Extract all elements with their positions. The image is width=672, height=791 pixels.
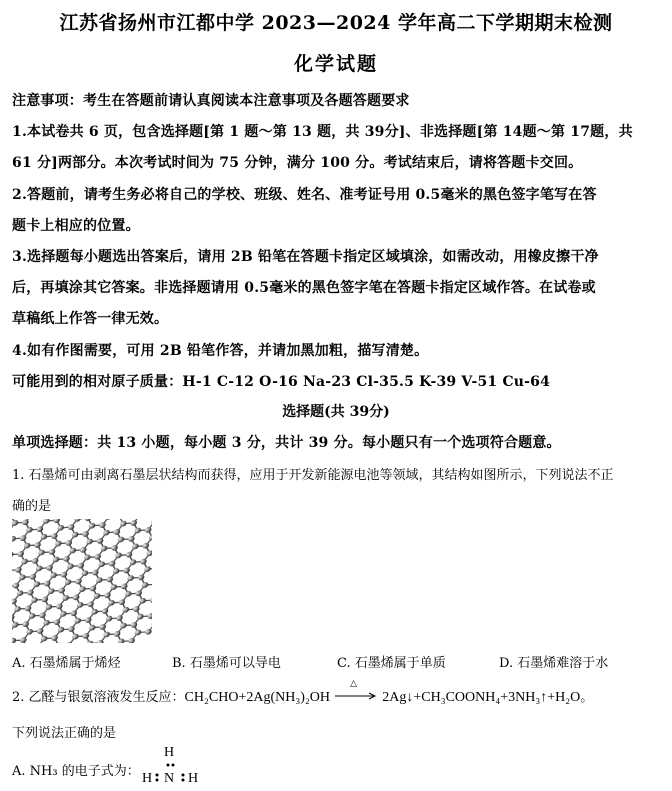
q1-stem: 1. 石墨烯可由剥离石墨层状结构而获得，应用于开发新能源电池等领域，其结构如图所示，下列说法不正 (12, 468, 614, 483)
q2-stem-cont: 下列说法正确的是 (12, 726, 117, 741)
reaction-products: 2Ag↓+CH₃COONH₄+3NH₃↑+H₂O (382, 690, 581, 705)
nh3-electron-formula (140, 745, 210, 791)
q1-option-b: B. 石墨烯可以导电 (172, 656, 281, 671)
q2-option-a: A. NH₃ 的电子式为： (12, 764, 140, 779)
section-title: 选择题(共 39分) (282, 404, 390, 420)
heat-symbol: △ (350, 679, 358, 689)
q1-option-d: D. 石墨烯难溶于水 (499, 656, 609, 671)
q1-stem-cont: 确的是 (12, 499, 52, 514)
lewis-h-top: H (164, 745, 175, 760)
lewis-h-right: H (188, 771, 199, 786)
notice-line: 后，再填涂其它答案。非选择题请用 0.5毫米的黑色签字笔在答题卡指定区域作答。在试卷或 (12, 280, 596, 296)
q2-stem (12, 679, 594, 706)
notice-line: 2.答题前，请考生务必将自己的学校、班级、姓名、准考证号用 0.5毫米的黑色签字笔写在答 (12, 187, 597, 203)
reaction-end: 。 (580, 690, 594, 705)
notice-line: 1.本试卷共 6 页，包含选择题[第 1 题～第 13 题，共 39分]、非选择题[第 14题～第 17题，共 (12, 124, 633, 140)
q2-stem-prefix: 2. 乙醛与银氨溶液发生反应： (12, 690, 185, 705)
q1-option-c: C. 石墨烯属于单质 (337, 656, 446, 671)
notice-line: 61 分]两部分。本次考试时间为 75 分钟，满分 100 分。考试结束后，请将答题卡交回。 (12, 155, 583, 171)
graphene-structure-image (12, 519, 152, 643)
electron-dots (140, 745, 210, 791)
exam-subtitle: 化学试题 (293, 53, 378, 75)
reaction-reactants: CH₂CHO+2Ag(NH₃)₂OH (184, 690, 330, 705)
lewis-n-center: N (164, 771, 175, 786)
reaction-arrow (334, 679, 378, 702)
atomic-mass-line: 可能用到的相对原子质量：H-1 C-12 O-16 Na-23 Cl-35.5 K-39 V-51 Cu-64 (12, 374, 551, 390)
notice-heading: 注意事项：考生在答题前请认真阅读本注意事项及各题答题要求 (12, 93, 410, 109)
notice-line: 4.如有作图需要，可用 2B 铅笔作答，并请加黑加粗，描写清楚。 (12, 343, 429, 359)
lewis-h-left: H (142, 771, 153, 786)
notice-line: 3.选择题每小题选出答案后，请用 2B 铅笔在答题卡指定区域填涂，如需改动，用橡皮擦干净 (12, 249, 599, 265)
section-instruction: 单项选择题：共 13 小题，每小题 3 分，共计 39 分。每小题只有一个选项符合题意。 (12, 435, 561, 451)
notice-line: 草稿纸上作答一律无效。 (12, 311, 169, 327)
notice-line: 题卡上相应的位置。 (12, 218, 140, 234)
exam-title: 江苏省扬州市江都中学 2023—2024 学年高二下学期期末检测 (59, 12, 613, 34)
q1-option-a: A. 石墨烯属于烯烃 (12, 656, 121, 671)
